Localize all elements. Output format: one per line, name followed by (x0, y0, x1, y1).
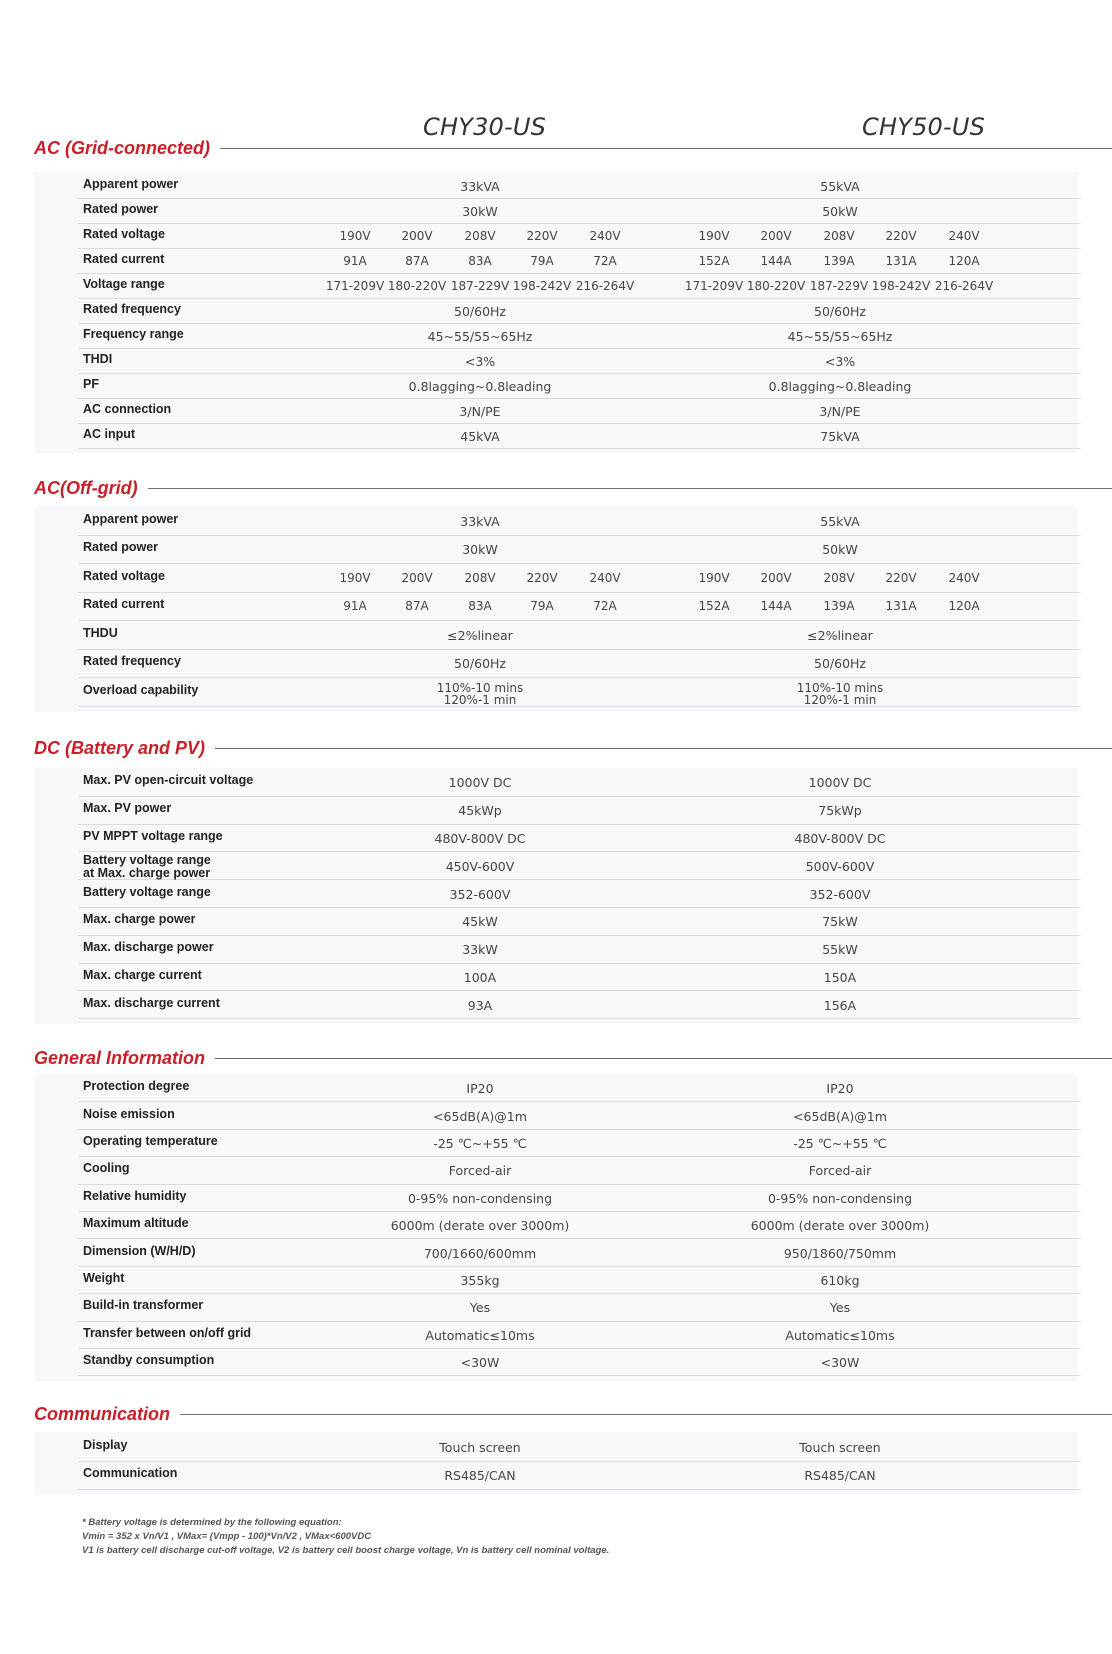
spec-value-model2: 139A (823, 254, 855, 268)
spec-value-model2: 171-209V (684, 279, 744, 293)
spec-row (78, 1212, 1081, 1239)
spec-label: Rated power (83, 540, 159, 555)
spec-value-model1: 45kW (462, 914, 498, 930)
spec-value-model2: <30W (820, 1355, 860, 1371)
spec-label: Standby consumption (83, 1353, 215, 1368)
model-header-2: CHY50-US (862, 113, 986, 141)
spec-value-model2: 120A (948, 254, 980, 268)
spec-row (78, 174, 1081, 199)
spec-row (78, 964, 1081, 992)
section-title: AC (Grid-connected) (34, 137, 211, 158)
spec-value-model2: 216-264V (934, 279, 994, 293)
spec-label: Rated voltage (83, 568, 165, 583)
spec-value-model1: 352-600V (449, 886, 511, 902)
spec-label: Max. PV power (83, 801, 172, 816)
spec-row (78, 424, 1081, 449)
spec-label: Rated current (83, 597, 165, 612)
spec-label: Apparent power (83, 177, 179, 191)
spec-row (78, 908, 1081, 936)
spec-row (78, 1157, 1081, 1184)
spec-row (78, 1185, 1081, 1212)
spec-value-model1: 45kWp (458, 803, 502, 819)
section-title: AC(Off-grid) (34, 477, 138, 498)
spec-value-model2: 131A (885, 254, 917, 268)
spec-label: PV MPPT voltage range (83, 828, 223, 843)
spec-label: Relative humidity (83, 1188, 187, 1203)
spec-label: Apparent power (83, 511, 179, 526)
section-title: DC (Battery and PV) (34, 737, 206, 758)
spec-value-model1: 700/1660/600mm (423, 1245, 537, 1261)
spec-value-model2: 187-229V (809, 279, 869, 293)
spec-value-model2: 120A (948, 599, 980, 614)
spec-value-model1: Yes (469, 1300, 491, 1316)
spec-value-model1: 79A (530, 254, 554, 268)
spec-label: Dimension (W/H/D) (83, 1243, 196, 1258)
spec-value-model1: 220V (526, 570, 558, 585)
spec-value-model1: RS485/CAN (444, 1468, 516, 1484)
spec-value-model1: 100A (463, 969, 497, 985)
spec-row (78, 1130, 1081, 1157)
spec-value-model2: 240V (948, 570, 980, 585)
spec-value-model2: 144A (760, 599, 792, 614)
spec-row (78, 1294, 1081, 1321)
spec-value-model1: 33kW (462, 942, 498, 958)
spec-value-model1: -25 ℃~+55 ℃ (433, 1135, 527, 1151)
spec-row (78, 324, 1081, 349)
spec-row (78, 299, 1081, 324)
spec-value-model1: Forced-air (448, 1163, 512, 1179)
spec-value-model2: 240V (948, 229, 980, 243)
spec-row (78, 678, 1081, 707)
footnote-line: Vmin = 352 x Vn/V1 , VMax= (Vmpp - 100)*Vn/V2 , VMax<600VDC (82, 1531, 372, 1542)
spec-label: Rated frequency (83, 302, 181, 316)
spec-value-model2: 0-95% non-condensing (767, 1190, 913, 1206)
spec-value-model1 (320, 682, 640, 706)
spec-value-model1: 83A (468, 599, 492, 614)
spec-label: Rated current (83, 252, 165, 266)
spec-value-model2: RS485/CAN (804, 1468, 876, 1484)
spec-value-model2: 152A (698, 599, 730, 614)
spec-label: Weight (83, 1270, 125, 1285)
spec-row (78, 1239, 1081, 1266)
spec-value-model2: 220V (885, 229, 917, 243)
section-title: Communication (34, 1403, 171, 1424)
spec-value-model1: 45kVA (460, 429, 500, 444)
section-header (34, 1400, 1112, 1428)
spec-value-model1: 480V-800V DC (434, 830, 526, 846)
spec-value-model2: 150A (823, 969, 857, 985)
spec-value-model1: 30kW (462, 542, 498, 558)
section-divider (180, 1414, 1112, 1415)
spec-label: Protection degree (83, 1079, 190, 1094)
spec-label (83, 854, 211, 880)
spec-value-model2: 152A (698, 254, 730, 268)
spec-value-model1: 187-229V (450, 279, 510, 293)
spec-row (78, 650, 1081, 679)
spec-value-model1: 200V (401, 229, 433, 243)
spec-value-model1: 79A (530, 599, 554, 614)
spec-value-model2: 75kWp (818, 803, 862, 819)
section-divider (148, 488, 1112, 489)
spec-value-model1: 50/60Hz (454, 304, 506, 319)
spec-row (78, 825, 1081, 853)
spec-label: Battery voltage range (83, 884, 211, 899)
spec-value-model2: 50/60Hz (814, 304, 866, 319)
section-title: General Information (34, 1047, 206, 1068)
spec-row (78, 507, 1081, 536)
spec-row (78, 936, 1081, 964)
spec-label-line: Battery voltage range (83, 852, 211, 867)
spec-value-model2: 352-600V (809, 886, 871, 902)
spec-value-model2: 220V (885, 570, 917, 585)
spec-value-model2: Touch screen (799, 1439, 881, 1455)
spec-label: THDI (83, 352, 113, 366)
spec-label: Max. discharge current (83, 995, 220, 1010)
spec-value-model1: 33kVA (460, 513, 500, 529)
spec-label-line: at Max. charge power (83, 865, 211, 880)
spec-value-model1: <3% (464, 354, 496, 369)
footnote (82, 1516, 609, 1558)
spec-value-model2: 208V (823, 570, 855, 585)
spec-value-model2: -25 ℃~+55 ℃ (793, 1135, 887, 1151)
spec-value-model2: 200V (760, 229, 792, 243)
spec-label: Max. PV open-circuit voltage (83, 773, 254, 788)
spec-value-model2: Forced-air (808, 1163, 872, 1179)
spec-label: Max. charge power (83, 912, 196, 927)
spec-row (78, 1102, 1081, 1129)
spec-value-model1: 83A (468, 254, 492, 268)
spec-row (78, 1322, 1081, 1349)
spec-value-model1: 240V (589, 570, 621, 585)
spec-value-model1: 198-242V (512, 279, 572, 293)
spec-row (78, 769, 1081, 797)
spec-value-model2: 180-220V (746, 279, 806, 293)
spec-label: Operating temperature (83, 1133, 218, 1148)
spec-row (78, 349, 1081, 374)
spec-label: AC connection (83, 402, 172, 416)
spec-value-model1: Automatic≤10ms (425, 1327, 535, 1343)
spec-value-model2: 500V-600V (805, 858, 875, 874)
footnote-line: V1 is battery cell discharge cut-off voltage, V2 is battery cell boost charge voltage, Vn is battery cell nominal voltage. (82, 1545, 610, 1556)
spec-row (78, 880, 1081, 908)
spec-value-model2: 75kVA (820, 429, 860, 444)
spec-label: Rated frequency (83, 654, 181, 669)
spec-label: Max. discharge power (83, 940, 214, 955)
spec-row (78, 1349, 1081, 1376)
spec-value-model1: 50/60Hz (454, 656, 506, 672)
section-divider (215, 1058, 1112, 1059)
spec-value-model2: 190V (698, 229, 730, 243)
spec-label: Maximum altitude (83, 1216, 189, 1231)
spec-row (78, 536, 1081, 565)
spec-value-model2: <3% (824, 354, 856, 369)
spec-label: Overload capability (83, 682, 199, 697)
spec-row (78, 1075, 1081, 1102)
spec-value-model2: 610kg (820, 1272, 860, 1288)
spec-label: Frequency range (83, 327, 184, 341)
spec-row (78, 199, 1081, 224)
model-header-1: CHY30-US (423, 113, 547, 141)
section-header (34, 474, 1112, 502)
spec-value-model2: 50kW (822, 542, 858, 558)
spec-value-model1: 240V (589, 229, 621, 243)
spec-value-model2: Yes (829, 1300, 851, 1316)
spec-value-model2: 190V (698, 570, 730, 585)
spec-value-line: 110%-10 mins (796, 680, 884, 695)
spec-value-model2: ≤2%linear (807, 627, 873, 643)
spec-row (78, 593, 1081, 622)
spec-value-model2: 45~55/55~65Hz (787, 329, 893, 344)
spec-value-model1: 1000V DC (448, 775, 512, 791)
spec-value-model2: 55kVA (820, 513, 860, 529)
spec-value-model1: <65dB(A)@1m (433, 1108, 527, 1124)
spec-value-model2: 144A (760, 254, 792, 268)
spec-row (78, 1433, 1081, 1462)
spec-value-model2: 55kW (822, 942, 858, 958)
spec-label: Display (83, 1437, 128, 1452)
spec-label: THDU (83, 625, 118, 640)
spec-row (78, 797, 1081, 825)
spec-value-model1: 180-220V (387, 279, 447, 293)
spec-value-model2: <65dB(A)@1m (793, 1108, 887, 1124)
spec-value-model1: 190V (339, 229, 371, 243)
spec-value-model1: 208V (464, 570, 496, 585)
spec-value-model1: 30kW (462, 204, 498, 219)
spec-value-model1: 87A (405, 254, 429, 268)
spec-value-model1: 171-209V (325, 279, 385, 293)
spec-value-model2 (680, 682, 1000, 706)
footnote-line: * Battery voltage is determined by the following equation: (82, 1517, 342, 1528)
section-divider (215, 748, 1112, 749)
spec-value-model1: 208V (464, 229, 496, 243)
spec-row (78, 399, 1081, 424)
section-header (34, 134, 1112, 162)
spec-value-model2: 131A (885, 599, 917, 614)
spec-value-model2: 75kW (822, 914, 858, 930)
spec-row (78, 1462, 1081, 1491)
spec-value-model1: IP20 (466, 1081, 494, 1097)
spec-value-model2: 55kVA (820, 179, 860, 194)
spec-label: Build-in transformer (83, 1298, 204, 1313)
spec-value-model1: 87A (405, 599, 429, 614)
spec-value-model1: 3/N/PE (459, 404, 501, 419)
spec-value-model1: 33kVA (460, 179, 500, 194)
spec-label: Transfer between on/off grid (83, 1325, 252, 1340)
spec-value-model1: 93A (467, 997, 493, 1013)
spec-value-model1: Touch screen (439, 1439, 521, 1455)
spec-label: Communication (83, 1466, 178, 1481)
spec-value-line: 110%-10 mins (436, 680, 524, 695)
spec-value-model2: 1000V DC (808, 775, 872, 791)
spec-label: Voltage range (83, 277, 165, 291)
spec-value-model2: 139A (823, 599, 855, 614)
spec-value-model1: 220V (526, 229, 558, 243)
spec-value-model2: 3/N/PE (819, 404, 861, 419)
spec-value-model1: 72A (593, 254, 617, 268)
spec-label: Rated power (83, 202, 159, 216)
spec-value-model1: 91A (343, 599, 367, 614)
spec-value-model2: 50kW (822, 204, 858, 219)
spec-label: Max. charge current (83, 967, 202, 982)
spec-value-model2: 156A (823, 997, 857, 1013)
spec-label: AC input (83, 427, 136, 441)
spec-value-model2: Automatic≤10ms (785, 1327, 895, 1343)
spec-value-model1: 6000m (derate over 3000m) (390, 1218, 570, 1234)
spec-value-model2: 6000m (derate over 3000m) (750, 1218, 930, 1234)
spec-row (78, 249, 1081, 274)
spec-value-model2: 950/1860/750mm (783, 1245, 897, 1261)
spec-value-model1: 200V (401, 570, 433, 585)
spec-label: Cooling (83, 1161, 130, 1176)
spec-value-line: 120%-1 min (443, 692, 517, 707)
spec-value-model1: ≤2%linear (447, 627, 513, 643)
spec-label: Noise emission (83, 1106, 175, 1121)
spec-value-model2: 200V (760, 570, 792, 585)
spec-row (78, 224, 1081, 249)
spec-row (78, 564, 1081, 593)
section-divider (220, 148, 1112, 149)
spec-value-model2: 198-242V (871, 279, 931, 293)
spec-row (78, 374, 1081, 399)
spec-row (78, 621, 1081, 650)
spec-value-model2: 208V (823, 229, 855, 243)
spec-value-model2: 0.8lagging~0.8leading (768, 379, 912, 394)
spec-value-model1: 0-95% non-condensing (407, 1190, 553, 1206)
spec-value-model1: 190V (339, 570, 371, 585)
spec-value-model2: 480V-800V DC (794, 830, 886, 846)
spec-value-model2: 50/60Hz (814, 656, 866, 672)
spec-row (78, 1267, 1081, 1294)
spec-row (78, 852, 1081, 880)
section-header (34, 1044, 1112, 1072)
spec-label: PF (83, 377, 99, 391)
spec-value-line: 120%-1 min (803, 692, 877, 707)
spec-value-model1: 0.8lagging~0.8leading (408, 379, 552, 394)
spec-value-model1: <30W (460, 1355, 500, 1371)
spec-value-model1: 355kg (460, 1272, 500, 1288)
section-header (34, 734, 1112, 762)
spec-value-model1: 450V-600V (445, 858, 515, 874)
spec-value-model1: 91A (343, 254, 367, 268)
spec-row (78, 274, 1081, 299)
spec-value-model1: 72A (593, 599, 617, 614)
spec-value-model1: 216-264V (575, 279, 635, 293)
spec-value-model2: IP20 (826, 1081, 854, 1097)
spec-label: Rated voltage (83, 227, 165, 241)
spec-row (78, 991, 1081, 1019)
spec-value-model1: 45~55/55~65Hz (427, 329, 533, 344)
